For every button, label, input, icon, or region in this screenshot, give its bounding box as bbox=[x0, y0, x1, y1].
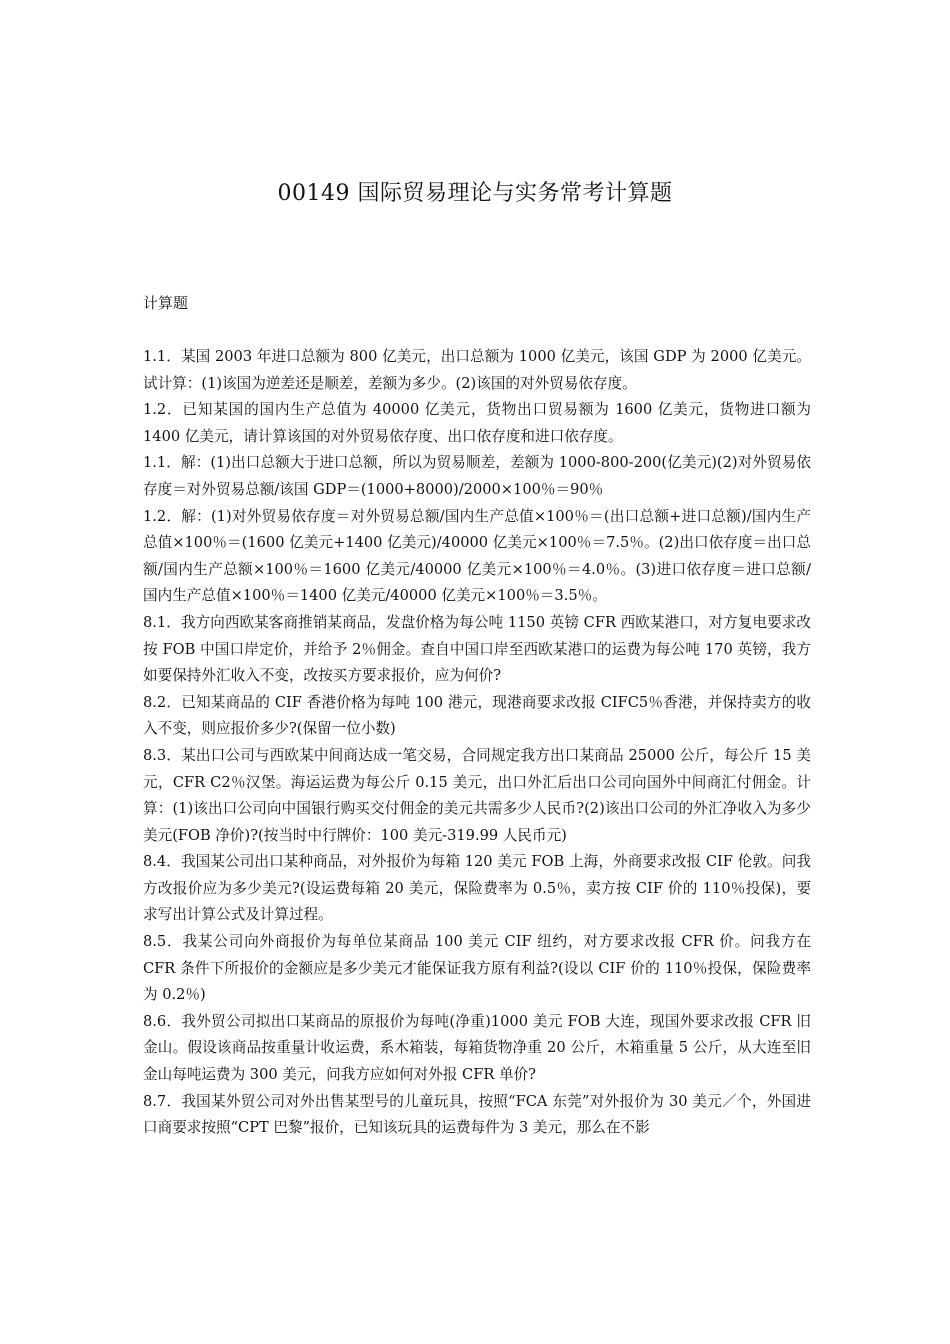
paragraph-1-2-question: 1.2．已知某国的国内生产总值为 40000 亿美元，货物出口贸易额为 1600 亿美元，货物进口额为 1400 亿美元，请计算该国的对外贸易依存度、出口依存度和进口依存度。 bbox=[143, 401, 811, 445]
paragraph-8-5: 8.5．我某公司向外商报价为每单位某商品 100 美元 CIF 纽约，对方要求改报 CFR 价。问我方在 CFR 条件下所报价的金额应是多少美元才能保证我方原有利益?(设以 CIF 价的 110％投保，保险费率为 0.2％) bbox=[143, 933, 811, 1004]
document-title: 00149 国际贸易理论与实务常考计算题 bbox=[277, 181, 673, 206]
paragraph-8-1: 8.1．我方向西欧某客商推销某商品，发盘价格为每公吨 1150 英镑 CFR 西欧某港口，对方复电要求改按 FOB 中国口岸定价，并给予 2％佣金。查自中国口岸至西欧某港口的运费为每公吨 170 英镑，我方如要保持外汇收入不变，改按买方要求报价，应为何价? bbox=[143, 613, 811, 685]
paragraph-8-4: 8.4．我国某公司出口某种商品，对外报价为每箱 120 美元 FOB 上海，外商要求改报 CIF 伦敦。问我方改报价应为多少美元?(设运费每箱 20 美元，保险费率为 0.5％，卖方按 CIF 价的 110％投保)，要求写出计算公式及计算过程。 bbox=[143, 853, 811, 924]
paragraph-1-2-answer: 1.2．解：(1)对外贸易依存度＝对外贸易总额/国内生产总值×100％＝(出口总额+进口总额)/国内生产总值×100％＝(1600 亿美元+1400 亿美元)/40000 亿美元×100％＝7.5％。(2)出口依存度＝出口总额/国内生产总额×100％＝1600 亿美元/40000 亿美元×100％＝4.0％。(3)进口依存度＝进口总额/国内生产总值×100％＝1400 亿美元/40000 亿美元×100％＝3.5％。 bbox=[143, 507, 811, 605]
paragraph-8-3: 8.3．某出口公司与西欧某中间商达成一笔交易，合同规定我方出口某商品 25000 公斤，每公斤 15 美元，CFR C2％汉堡。海运运费为每公斤 0.15 美元，出口外汇后出口公司向国外中间商汇付佣金。计算：(1)该出口公司向中国银行购买交付佣金的美元共需多少人民币?(2)该出口公司的外汇净收入为多少美元(FOB 净价)?(按当时中行牌价：100 美元-319.99 人民币元) bbox=[143, 746, 811, 844]
document-body bbox=[143, 344, 811, 1142]
paragraph-8-2: 8.2．已知某商品的 CIF 香港价格为每吨 100 港元，现港商要求改报 CIFC5％香港，并保持卖方的收入不变，则应报价多少?(保留一位小数) bbox=[143, 693, 811, 738]
section-heading: 计算题 bbox=[143, 294, 189, 312]
paragraph-1-1-question: 1.1．某国 2003 年进口总额为 800 亿美元，出口总额为 1000 亿美元，该国 GDP 为 2000 亿美元。试计算：(1)该国为逆差还是顺差，差额为多少。(2)该国的对外贸易依存度。 bbox=[143, 348, 811, 392]
paragraph-8-7: 8.7．我国某外贸公司对外出售某型号的儿童玩具，按照“FCA 东莞”对外报价为 30 美元／个，外国进口商要求按照“CPT 巴黎”报价，已知该玩具的运费每件为 3 美元，那么在不影 bbox=[143, 1092, 811, 1137]
paragraph-1-1-answer: 1.1．解：(1)出口总额大于进口总额，所以为贸易顺差，差额为 1000-800-200(亿美元)(2)对外贸易依存度＝对外贸易总额/该国 GDP＝(1000+8000)/2000×100％＝90％ bbox=[143, 454, 811, 498]
paragraph-8-6: 8.6．我外贸公司拟出口某商品的原报价为每吨(净重)1000 美元 FOB 大连，现国外要求改报 CFR 旧金山。假设该商品按重量计收运费，系木箱装，每箱货物净重 20 公斤，木箱重量 5 公斤，从大连至旧金山每吨运费为 300 美元，问我方应如何对外报 CFR 单价? bbox=[143, 1012, 811, 1084]
